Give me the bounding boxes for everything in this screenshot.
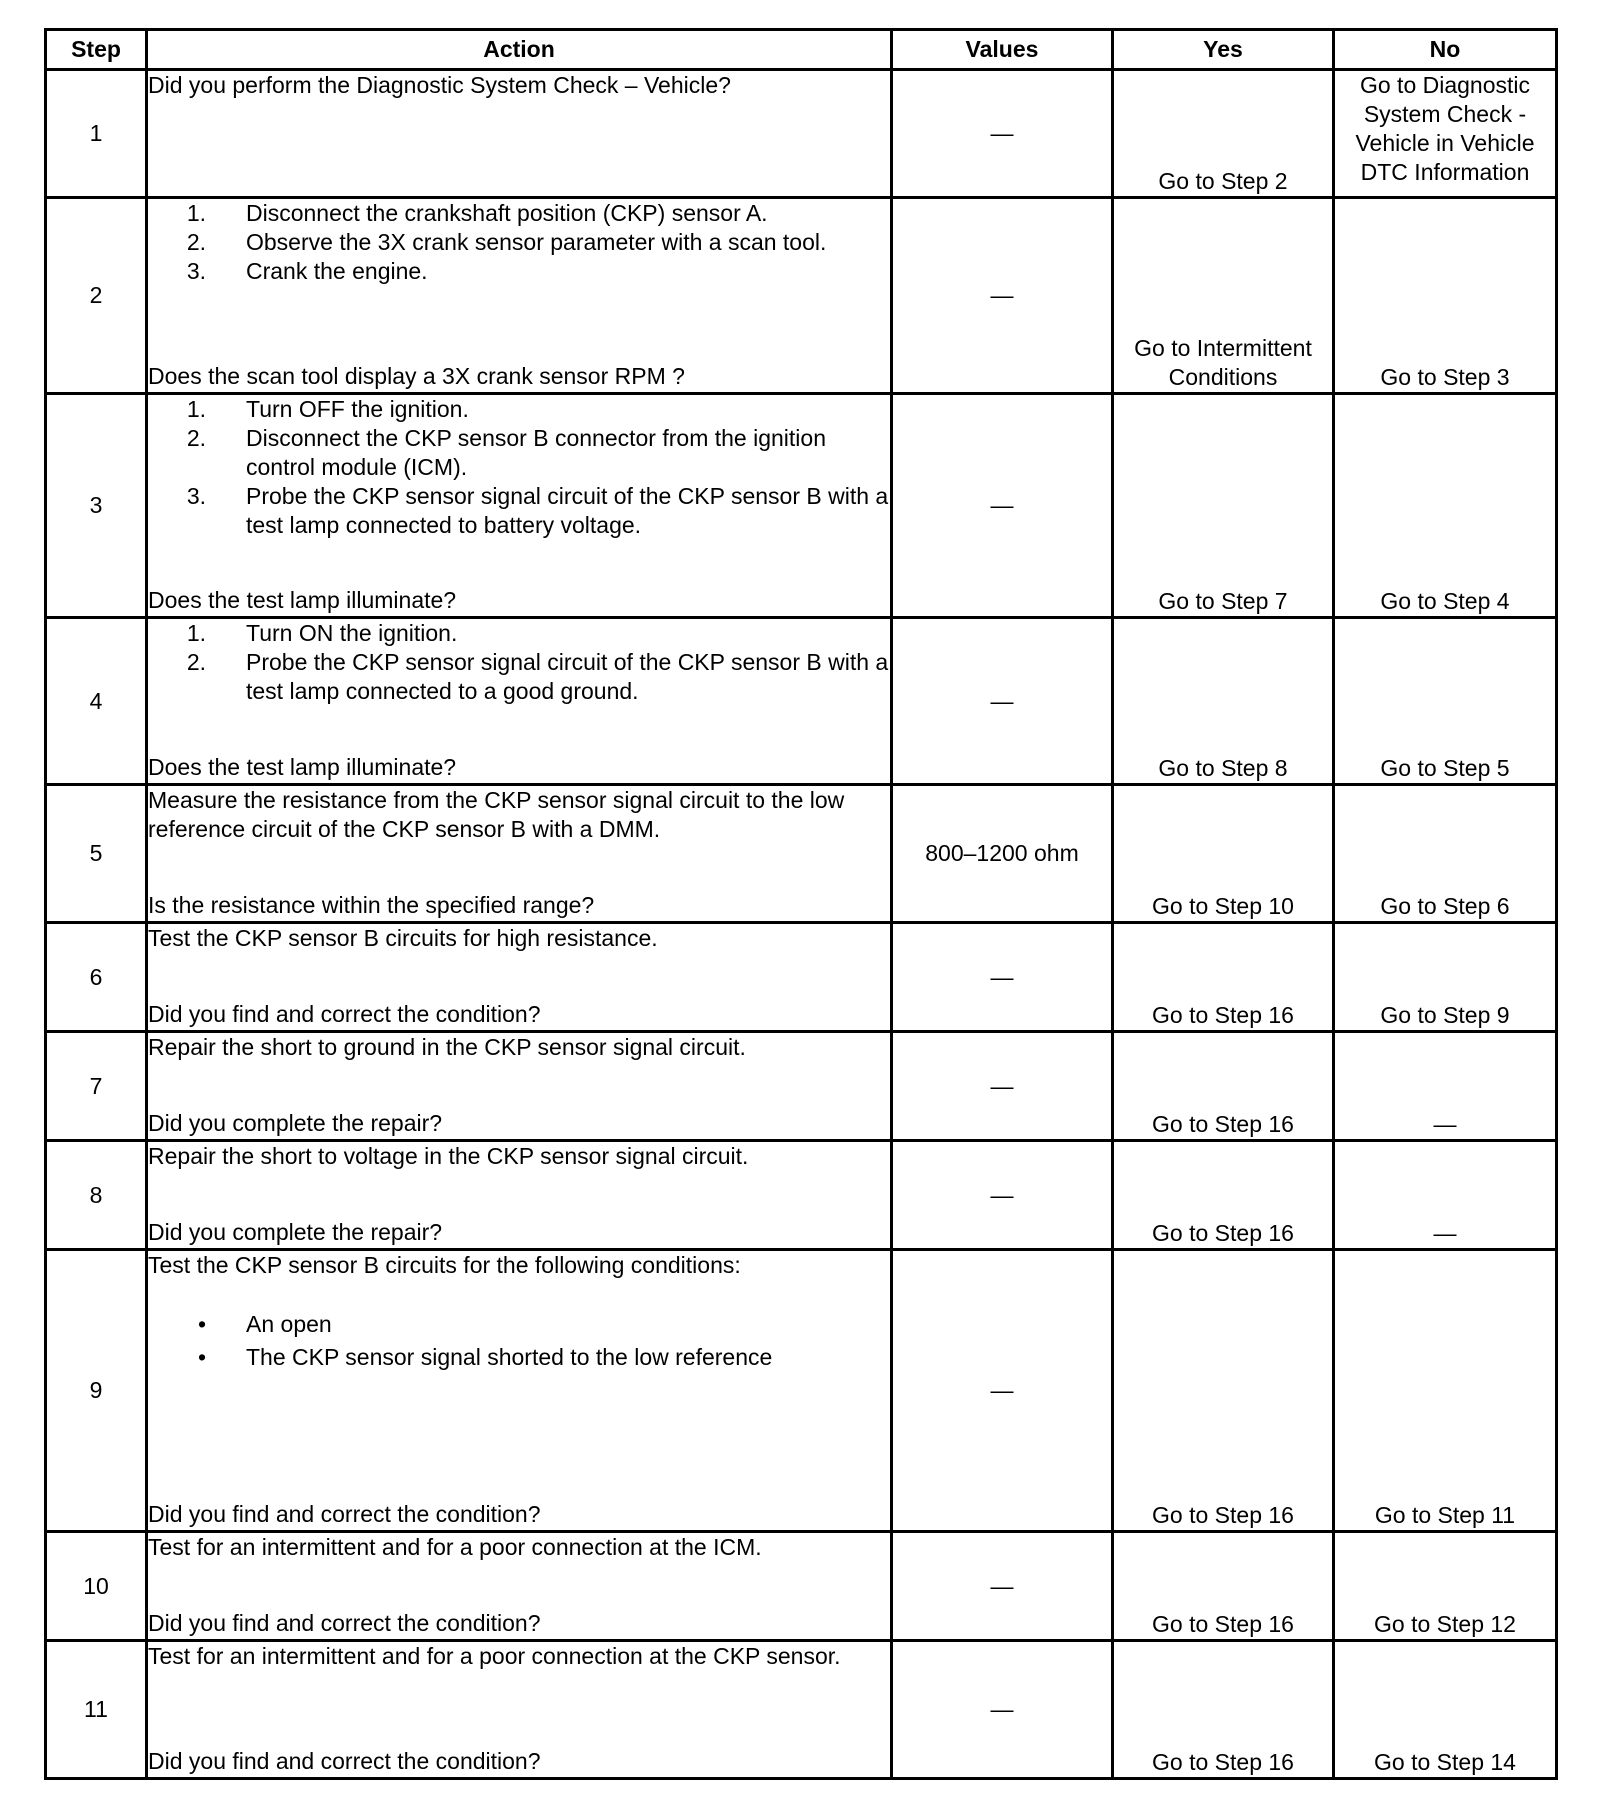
- action-cell: [147, 198, 892, 394]
- values-cell: —: [892, 70, 1113, 198]
- yes-cell: Go to Step 16: [1113, 923, 1334, 1032]
- header-values: Values: [892, 30, 1113, 70]
- yes-cell: [1113, 198, 1334, 394]
- action-list: [148, 619, 890, 706]
- header-no: No: [1334, 30, 1557, 70]
- values-cell: —: [892, 198, 1113, 394]
- list-text: Probe the CKP sensor signal circuit of the CKP sensor B with a test lamp connected to a good ground.: [246, 649, 889, 704]
- step-number: 4: [46, 618, 147, 785]
- list-number: 3.: [186, 483, 206, 509]
- values-cell: 800–1200 ohm: [892, 785, 1113, 923]
- table-row-step-2: [46, 198, 1557, 394]
- no-cell: Go to Step 6: [1334, 785, 1557, 923]
- action-question: Is the resistance within the specified range?: [148, 892, 595, 918]
- action-cell: [147, 1141, 892, 1250]
- action-cell: [147, 1250, 892, 1532]
- action-intro: Test for an intermittent and for a poor connection at the CKP sensor.: [148, 1643, 841, 1669]
- yes-line: Go to Intermittent: [1134, 335, 1312, 361]
- list-text: An open: [246, 1311, 332, 1337]
- header-step: Step: [46, 30, 147, 70]
- no-cell: —: [1334, 1141, 1557, 1250]
- values-cell: —: [892, 923, 1113, 1032]
- no-cell: Go to Step 4: [1334, 394, 1557, 618]
- action-cell: [147, 1641, 892, 1779]
- action-intro: Did you perform the Diagnostic System Check – Vehicle?: [148, 72, 731, 98]
- list-number: 2.: [186, 229, 206, 255]
- step-number: 3: [46, 394, 147, 618]
- header-row: [46, 30, 1557, 70]
- list-item: [148, 648, 890, 706]
- list-item: [148, 395, 890, 424]
- action-cell: [147, 70, 892, 198]
- yes-cell: Go to Step 10: [1113, 785, 1334, 923]
- list-text: Probe the CKP sensor signal circuit of the CKP sensor B with a test lamp connected to battery voltage.: [246, 483, 889, 538]
- list-item: [148, 482, 890, 540]
- no-line: Go to Diagnostic: [1359, 72, 1531, 98]
- values-cell: —: [892, 1032, 1113, 1141]
- action-question: Did you find and correct the condition?: [148, 1748, 541, 1774]
- no-cell: Go to Step 9: [1334, 923, 1557, 1032]
- yes-cell: Go to Step 16: [1113, 1032, 1334, 1141]
- action-cell: [147, 618, 892, 785]
- yes-cell: Go to Step 2: [1113, 70, 1334, 198]
- list-item: [148, 257, 890, 286]
- action-question: Did you complete the repair?: [148, 1219, 443, 1245]
- no-cell: —: [1334, 1032, 1557, 1141]
- yes-cell: Go to Step 16: [1113, 1141, 1334, 1250]
- action-intro: Repair the short to voltage in the CKP sensor signal circuit.: [148, 1143, 749, 1169]
- list-item: [148, 228, 890, 257]
- no-line: Vehicle in Vehicle: [1355, 130, 1535, 156]
- step-number: 1: [46, 70, 147, 198]
- table-row-step-4: [46, 618, 1557, 785]
- action-question: Does the test lamp illuminate?: [148, 587, 457, 613]
- no-line: System Check -: [1363, 101, 1527, 127]
- no-cell: Go to Step 12: [1334, 1532, 1557, 1641]
- values-cell: —: [892, 1250, 1113, 1532]
- action-intro: Measure the resistance from the CKP sensor signal circuit to the low reference circuit of the CKP sensor B with a DMM.: [148, 787, 845, 842]
- yes-line: Conditions: [1168, 364, 1278, 390]
- table-row-step-1: [46, 70, 1557, 198]
- table-row-step-9: [46, 1250, 1557, 1532]
- table-row-step-7: [46, 1032, 1557, 1141]
- table-row-step-8: [46, 1141, 1557, 1250]
- values-cell: —: [892, 1141, 1113, 1250]
- list-item: [148, 199, 890, 228]
- action-cell: [147, 923, 892, 1032]
- list-number: 1.: [186, 200, 206, 226]
- step-number: 2: [46, 198, 147, 394]
- list-item: [148, 619, 890, 648]
- no-cell: Go to Step 5: [1334, 618, 1557, 785]
- bullet-icon: •: [197, 1311, 206, 1337]
- list-text: Turn OFF the ignition.: [246, 396, 469, 422]
- step-number: 8: [46, 1141, 147, 1250]
- list-text: Disconnect the crankshaft position (CKP) sensor A.: [246, 200, 768, 226]
- action-question: Did you complete the repair?: [148, 1110, 443, 1136]
- bullet-icon: •: [197, 1344, 206, 1370]
- table-row-step-5: [46, 785, 1557, 923]
- list-item: [148, 1343, 890, 1372]
- action-cell: [147, 1032, 892, 1141]
- step-number: 9: [46, 1250, 147, 1532]
- action-cell: [147, 1532, 892, 1641]
- list-text: Disconnect the CKP sensor B connector from the ignition control module (ICM).: [246, 425, 826, 480]
- yes-cell: Go to Step 16: [1113, 1250, 1334, 1532]
- table-row-step-6: [46, 923, 1557, 1032]
- list-text: The CKP sensor signal shorted to the low reference: [246, 1344, 773, 1370]
- action-question: Does the test lamp illuminate?: [148, 754, 457, 780]
- step-number: 10: [46, 1532, 147, 1641]
- action-list: [148, 199, 890, 286]
- step-number: 6: [46, 923, 147, 1032]
- list-text: Crank the engine.: [246, 258, 428, 284]
- action-intro: Test for an intermittent and for a poor connection at the ICM.: [148, 1534, 762, 1560]
- table-row-step-10: [46, 1532, 1557, 1641]
- yes-cell: Go to Step 8: [1113, 618, 1334, 785]
- step-number: 5: [46, 785, 147, 923]
- table-row-step-3: [46, 394, 1557, 618]
- action-cell: [147, 394, 892, 618]
- list-text: Turn ON the ignition.: [246, 620, 458, 646]
- list-number: 1.: [186, 620, 206, 646]
- list-number: 2.: [186, 649, 206, 675]
- step-number: 7: [46, 1032, 147, 1141]
- bullet-list: [148, 1310, 890, 1372]
- action-intro: Repair the short to ground in the CKP sensor signal circuit.: [148, 1034, 746, 1060]
- action-question: Did you find and correct the condition?: [148, 1610, 541, 1636]
- action-top: [148, 1251, 890, 1376]
- values-cell: —: [892, 1532, 1113, 1641]
- action-question: Did you find and correct the condition?: [148, 1001, 541, 1027]
- action-question: Did you find and correct the condition?: [148, 1501, 541, 1527]
- no-cell: Go to Step 3: [1334, 198, 1557, 394]
- list-item: [148, 1310, 890, 1339]
- list-text: Observe the 3X crank sensor parameter with a scan tool.: [246, 229, 827, 255]
- action-intro: Test the CKP sensor B circuits for the following conditions:: [148, 1252, 741, 1278]
- action-question: Does the scan tool display a 3X crank sensor RPM ?: [148, 363, 685, 389]
- table-row-step-11: [46, 1641, 1557, 1779]
- header-action: Action: [147, 30, 892, 70]
- list-item: [148, 424, 890, 482]
- action-intro: Test the CKP sensor B circuits for high resistance.: [148, 925, 658, 951]
- action-cell: [147, 785, 892, 923]
- list-number: 1.: [186, 396, 206, 422]
- no-cell: Go to Step 11: [1334, 1250, 1557, 1532]
- yes-cell: Go to Step 7: [1113, 394, 1334, 618]
- step-number: 11: [46, 1641, 147, 1779]
- values-cell: —: [892, 394, 1113, 618]
- header-yes: Yes: [1113, 30, 1334, 70]
- list-number: 3.: [186, 258, 206, 284]
- action-list: [148, 395, 890, 540]
- yes-cell: Go to Step 16: [1113, 1532, 1334, 1641]
- no-cell: Go to Step 14: [1334, 1641, 1557, 1779]
- values-cell: —: [892, 1641, 1113, 1779]
- yes-cell: Go to Step 16: [1113, 1641, 1334, 1779]
- no-cell: [1334, 70, 1557, 198]
- values-cell: —: [892, 618, 1113, 785]
- list-number: 2.: [186, 425, 206, 451]
- no-line: DTC Information: [1360, 159, 1530, 185]
- diagnostic-table: [44, 28, 1558, 1780]
